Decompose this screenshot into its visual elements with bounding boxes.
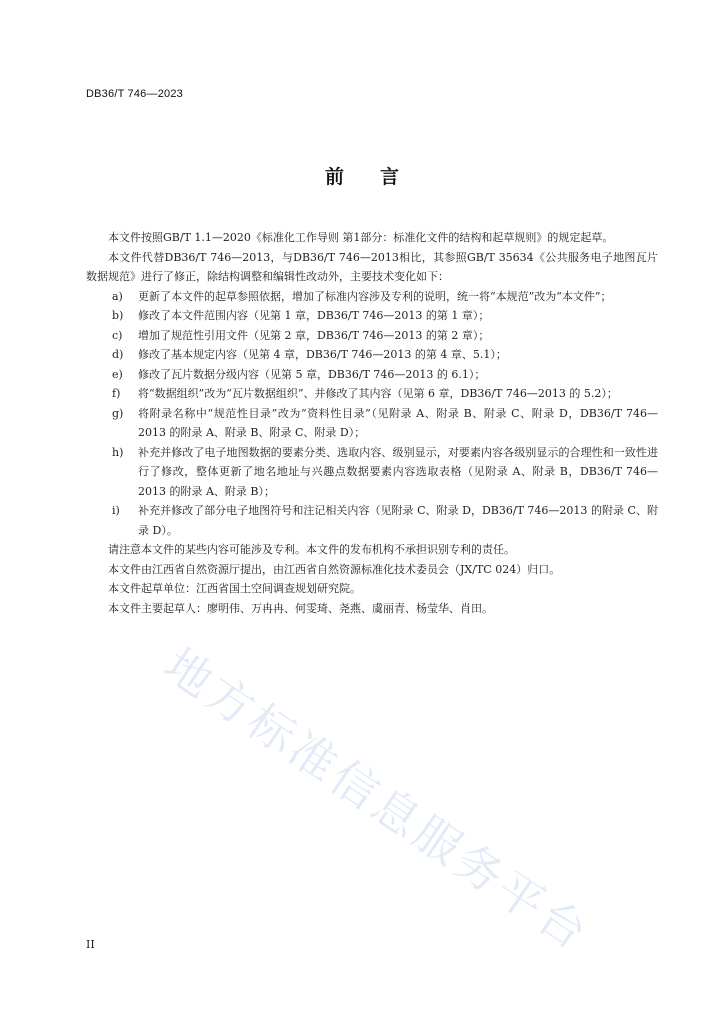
page-title: 前言 <box>324 166 435 188</box>
list-marker: d) <box>112 348 124 361</box>
list-item <box>86 501 658 540</box>
list-item-text: 修改了本文件范围内容（见第 1 章，DB36/T 746—2013 的第 1 章）； <box>138 309 490 322</box>
list-item-text: 增加了规范性引用文件（见第 2 章，DB36/T 746—2013 的第 2 章）； <box>138 328 490 342</box>
list-item <box>86 345 658 365</box>
watermark: 地方标准信息服务平台 <box>154 637 600 962</box>
list-marker: i) <box>112 504 120 517</box>
list-item-text: 将“数据组织”改为“瓦片数据组织”、并修改了其内容（见第 6 章，DB36/T 746—2013 的 5.2）； <box>138 387 618 400</box>
list-item-text: 更新了本文件的起草参照依据，增加了标准内容涉及专利的说明，统一将“本规范”改为“本文件”； <box>138 289 612 303</box>
changes-list <box>86 287 658 541</box>
list-item-text: 修改了瓦片数据分级内容（见第 5 章，DB36/T 746—2013 的 6.1）； <box>138 367 486 381</box>
list-item-text: 修改了基本规定内容（见第 4 章，DB36/T 746—2013 的第 4 章、5.1）； <box>138 348 507 361</box>
list-marker: e) <box>112 367 123 381</box>
patent-notice-paragraph: 请注意本文件的某些内容可能涉及专利。本文件的发布机构不承担识别专利的责任。 <box>108 543 515 556</box>
list-item <box>86 404 658 443</box>
proposer-paragraph: 本文件由江西省自然资源厅提出，由江西省自然资源标准化技术委员会（JX/TC 024）归口。 <box>108 562 561 576</box>
list-item <box>86 443 658 502</box>
list-marker: g) <box>112 406 124 420</box>
list-item-text: 补充并修改了部分电子地图符号和注记相关内容（见附录 C、附录 D，DB36/T 746—2013 的附录 C、附录 D）。 <box>138 504 658 537</box>
page-number: II <box>86 938 95 951</box>
list-item <box>86 306 658 326</box>
list-item <box>86 287 658 307</box>
drafting-unit-paragraph: 本文件起草单位：江西省国土空间调查规划研究院。 <box>108 582 361 595</box>
drafters-paragraph: 本文件主要起草人：廖明伟、万冉冉、何雯琦、尧燕、虞丽青、杨莹华、肖田。 <box>108 601 493 615</box>
list-marker: b) <box>112 309 124 322</box>
document-code-header: DB36/T 746—2023 <box>86 88 183 100</box>
document-body <box>86 228 658 618</box>
list-marker: c) <box>112 328 123 342</box>
list-marker: h) <box>112 445 124 459</box>
list-marker: f) <box>112 387 121 400</box>
list-item <box>86 384 658 404</box>
list-item-text: 将附录名称中“规范性目录”改为“资料性目录”（见附录 A、附录 B、附录 C、附录 D，DB36/T 746—2013 的附录 A、附录 B、附录 C、附录 D）； <box>138 406 658 439</box>
list-item <box>86 326 658 346</box>
list-marker: a) <box>112 289 123 303</box>
list-item-text: 补充并修改了电子地图数据的要素分类、选取内容、级别显示，对要素内容各级别显示的合理性和一致性进行了修改，整体更新了地名地址与兴趣点数据要素内容选取表格（见附录 A、附录 B，DB36/T 746—2013 的附录 A、附录 B）； <box>138 445 658 498</box>
list-item <box>86 365 658 385</box>
intro-paragraph-1: 本文件按照GB/T 1.1—2020《标准化工作导则 第1部分：标准化文件的结构和起草规则》的规定起草。 <box>108 231 614 244</box>
intro-paragraph-2: 本文件代替DB36/T 746—2013，与DB36/T 746—2013相比，其参照GB/T 35634《公共服务电子地图瓦片数据规范》进行了修正，除结构调整和编辑性改动外，主要技术变化如下： <box>86 250 658 283</box>
